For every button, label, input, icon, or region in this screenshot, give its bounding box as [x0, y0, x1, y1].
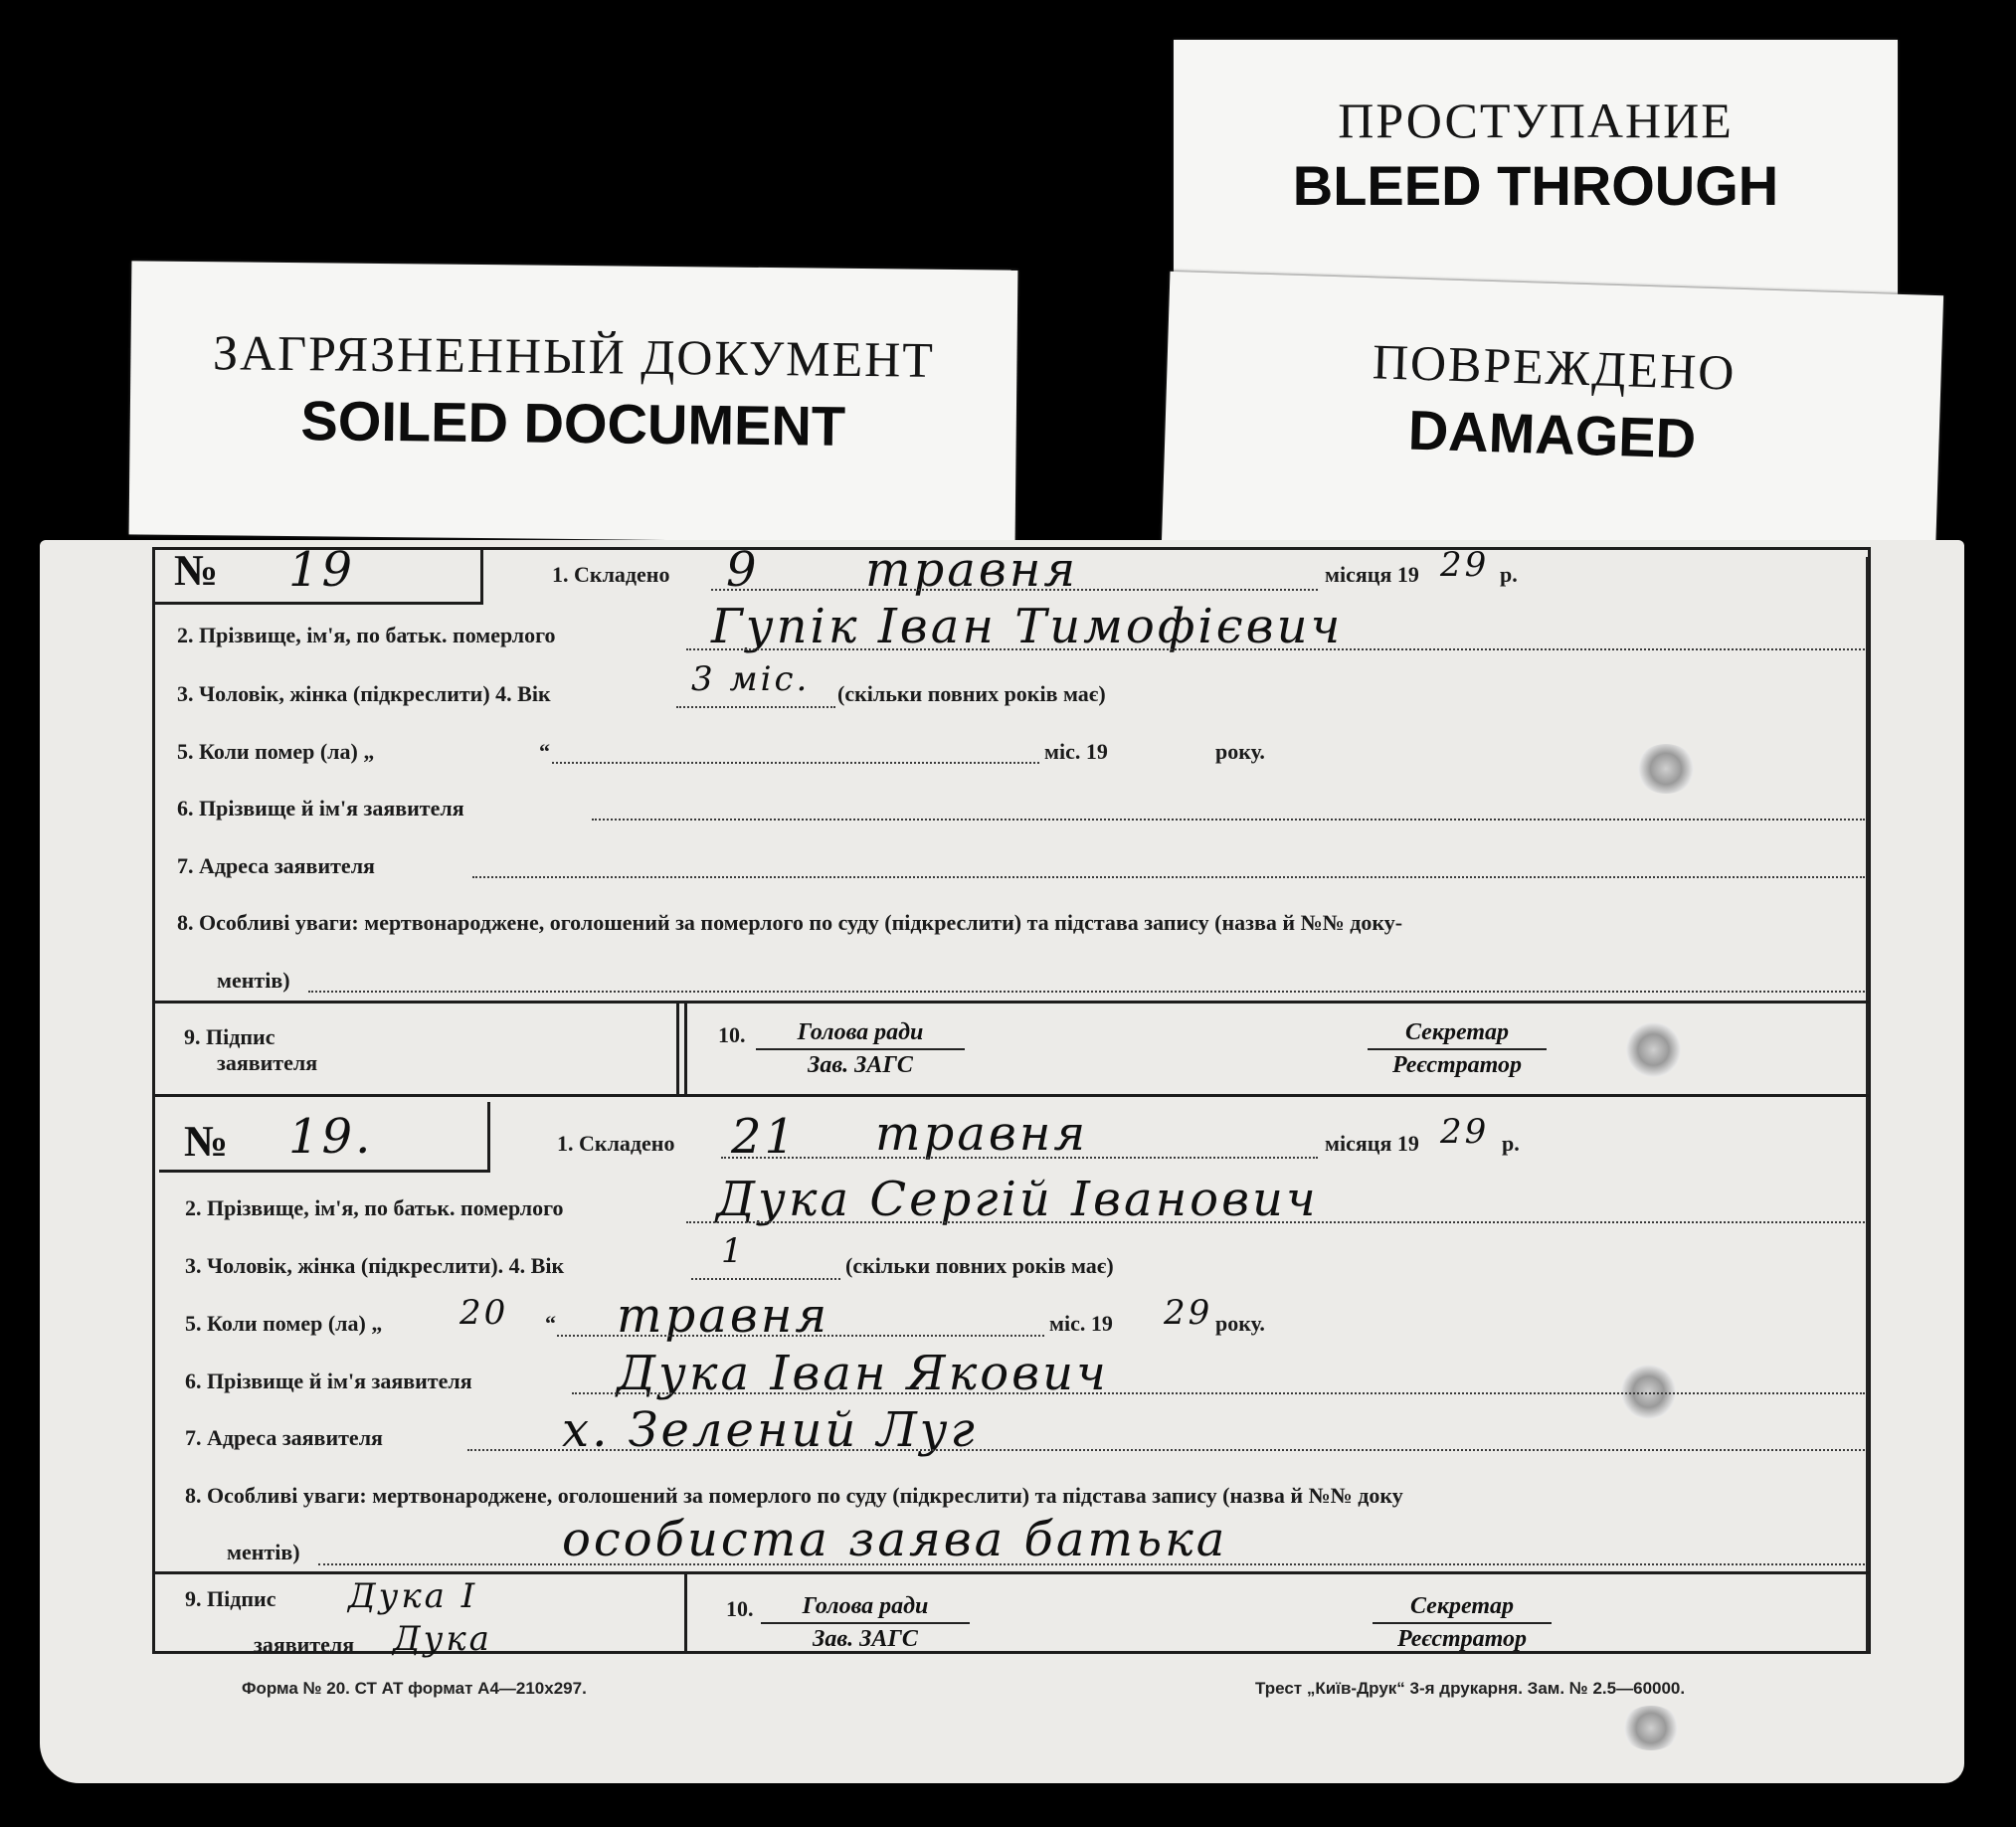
r2-year: 29: [1440, 1112, 1490, 1152]
r2-age-hint: (скільки повних років має): [845, 1253, 1114, 1278]
r2-field5-label: 5. Коли помер (ла) „: [185, 1311, 383, 1336]
r1-field3-label: 3. Чоловік, жінка (підкреслити) 4. Вік: [177, 681, 551, 706]
r2-deceased-name: Дука Сергій Іванович: [716, 1172, 1319, 1227]
frame-edge: [1866, 557, 1869, 1651]
r1-field8-cont: ментів): [217, 968, 290, 993]
r2-field9-label: 9. Підпис: [185, 1586, 276, 1611]
r2-applicant-name: Дука Іван Якович: [617, 1346, 1109, 1401]
r1-field5-year: року.: [1215, 739, 1265, 764]
r1-secretary-label: [1368, 1017, 1547, 1081]
r2-zags-title: Зав. ЗАГС: [813, 1626, 918, 1652]
r2-signature-divider: [684, 1573, 687, 1653]
r1-applicant-line: [592, 819, 1865, 821]
r2-head-label: [761, 1591, 970, 1655]
r2-field5-year: року.: [1215, 1311, 1265, 1336]
r1-month-label: місяця 19: [1325, 562, 1419, 587]
r1-signature-divider: [676, 1003, 679, 1094]
r2-field9-cont: заявителя: [254, 1632, 355, 1657]
r2-applicant-address: х. Зелений Луг: [562, 1402, 978, 1458]
r1-age: 3 міс.: [691, 659, 811, 699]
r2-date-line: [721, 1157, 1318, 1159]
r1-field5-label: 5. Коли помер (ла) „: [177, 739, 375, 764]
r1-year: 29: [1440, 545, 1490, 585]
stain-mark: [1626, 1022, 1681, 1077]
r1-zags-title: Зав. ЗАГС: [808, 1052, 913, 1078]
r2-month: травня: [875, 1106, 1089, 1162]
r2-secretary-label: [1373, 1591, 1552, 1655]
r2-age-line: [691, 1278, 840, 1280]
r1-notes-line: [308, 991, 1865, 993]
r1-field2-label: 2. Прізвище, ім'я, по батьк. померлого: [177, 623, 556, 647]
r1-field7-label: 7. Адреса заявителя: [177, 853, 375, 878]
r1-field5-month: міс. 19: [1044, 739, 1108, 764]
r1-address-line: [472, 876, 1865, 878]
record2-number-symbol: №: [184, 1117, 229, 1166]
record-separator: [152, 1094, 1871, 1097]
record1-number: 19: [288, 542, 356, 598]
damaged-label-en: DAMAGED: [1406, 398, 1698, 470]
r2-notes-value: особиста заява батька: [562, 1512, 1228, 1567]
r1-age-line: [676, 706, 835, 708]
r2-death-day: 20: [459, 1293, 509, 1333]
record2-number: 19.: [288, 1109, 374, 1165]
r1-head-label: [756, 1017, 965, 1081]
r1-field1-label: 1. Складено: [552, 562, 670, 587]
r2-signature-separator: [152, 1571, 1871, 1574]
r1-death-date-line: [552, 762, 1039, 764]
bleed-label-en: BLEED THROUGH: [1292, 154, 1779, 217]
soiled-label-en: SOILED DOCUMENT: [300, 389, 846, 457]
r2-registrar-title: Реєстратор: [1396, 1626, 1528, 1652]
soiled-label-ru: ЗАГРЯЗНЕННЫЙ ДОКУМЕНТ: [212, 324, 936, 388]
damaged-label: [1162, 272, 1943, 569]
r2-year-suffix: р.: [1502, 1131, 1520, 1156]
printer-info: Трест „Київ-Друк“ 3-я друкарня. Зам. № 2.5—60000.: [1255, 1679, 1686, 1698]
r1-field9-label: 9. Підпис: [184, 1024, 275, 1049]
r2-death-month: травня: [617, 1288, 830, 1344]
r1-day: 9: [726, 542, 760, 598]
r2-field8-label: 8. Особливі уваги: мертвонароджене, оголошений за померлого по суду (підкреслити) та підстава запису (назва й №№ доку: [185, 1483, 1403, 1508]
r1-year-suffix: р.: [1500, 562, 1518, 587]
stain-mark: [1621, 1706, 1681, 1750]
r2-address-line: [467, 1449, 1865, 1451]
r1-age-hint: (скільки повних років має): [837, 681, 1106, 706]
r1-signature-divider: [684, 1003, 687, 1094]
r2-month-label: місяця 19: [1325, 1131, 1419, 1156]
r2-field8-cont: ментів): [227, 1540, 300, 1564]
r1-head-title: Голова ради: [756, 1017, 965, 1050]
r1-registrar-title: Реєстратор: [1391, 1052, 1523, 1078]
r1-field6-label: 6. Прізвище й ім'я заявителя: [177, 796, 464, 821]
r2-field1-label: 1. Складено: [557, 1131, 675, 1156]
r2-field5-quote: “: [545, 1311, 556, 1336]
r2-applicant-line: [572, 1392, 1865, 1394]
r1-signature-separator: [152, 1001, 1871, 1004]
r2-field5-month: міс. 19: [1049, 1311, 1113, 1336]
r2-field7-label: 7. Адреса заявителя: [185, 1425, 383, 1450]
r2-name-line: [686, 1221, 1865, 1223]
r2-applicant-signature-2: Дука: [393, 1619, 492, 1659]
r2-applicant-signature: Дука І: [348, 1576, 478, 1616]
r2-notes-line: [318, 1563, 1865, 1565]
r2-death-date-line: [557, 1335, 1044, 1337]
r2-day: 21: [731, 1109, 799, 1165]
r2-field10-label: 10.: [726, 1596, 754, 1621]
r2-age: 1: [721, 1231, 746, 1271]
r2-field6-label: 6. Прізвище й ім'я заявителя: [185, 1369, 472, 1393]
r1-month: травня: [865, 542, 1079, 598]
r1-deceased-name: Гупік Іван Тимофієвич: [711, 599, 1344, 654]
r1-name-line: [686, 648, 1865, 650]
r1-secretary-title: Секретар: [1368, 1017, 1547, 1050]
damaged-label-ru: ПОВРЕЖДЕНО: [1372, 333, 1738, 401]
r2-death-year: 29: [1164, 1293, 1213, 1333]
r1-date-line: [711, 589, 1318, 591]
r2-secretary-title: Секретар: [1373, 1591, 1552, 1624]
r2-head-title: Голова ради: [761, 1591, 970, 1624]
r2-field3-label: 3. Чоловік, жінка (підкреслити). 4. Вік: [185, 1253, 565, 1278]
r1-field9-cont: заявителя: [217, 1050, 318, 1075]
form-print-info: Форма № 20. СТ АТ формат А4—210х297.: [242, 1679, 587, 1698]
stain-mark: [1636, 744, 1696, 794]
bleed-label-ru: ПРОСТУПАНИЕ: [1338, 92, 1734, 148]
r2-field2-label: 2. Прізвище, ім'я, по батьк. померлого: [185, 1195, 564, 1220]
r1-field5-quote: “: [539, 739, 550, 764]
record1-number-symbol: №: [174, 546, 219, 595]
soiled-document-label: [129, 261, 1018, 543]
r1-field8-label: 8. Особливі уваги: мертвонароджене, оголошений за померлого по суду (підкреслити) та підстава запису (назва й №№ доку-: [177, 910, 1403, 935]
r1-field10-label: 10.: [718, 1022, 746, 1047]
